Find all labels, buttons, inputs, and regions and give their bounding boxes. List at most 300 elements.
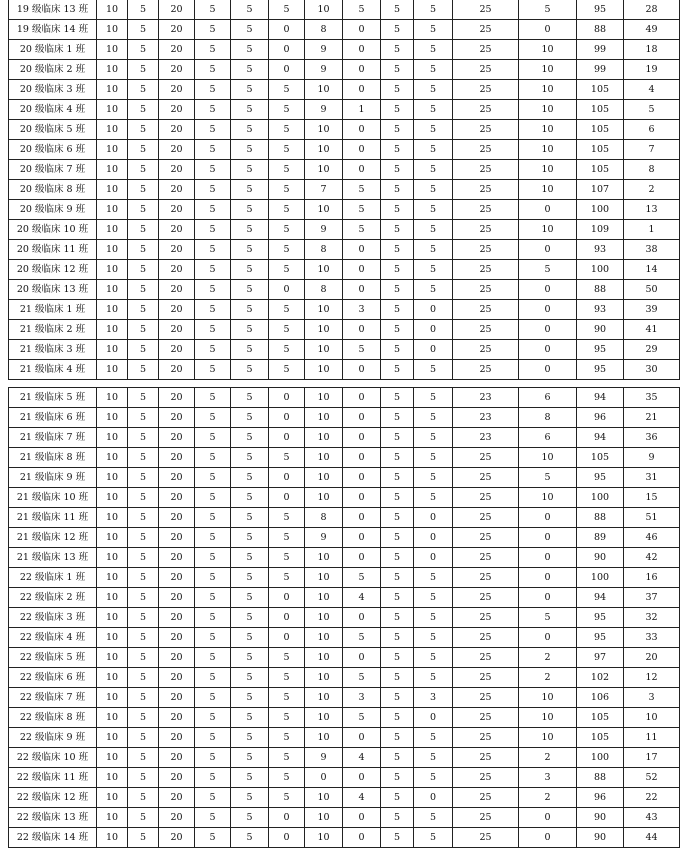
class-name-cell: 20 级临床 13 班 [9,280,97,300]
score-cell: 10 [305,828,343,848]
class-name-cell: 19 级临床 14 班 [9,20,97,40]
table-row [9,588,680,608]
score-cell: 5 [519,260,577,280]
score-cell: 3 [343,688,381,708]
score-cell: 9 [305,528,343,548]
score-cell: 25 [453,0,519,20]
score-cell: 25 [453,568,519,588]
score-cell: 20 [159,428,195,448]
rank-cell: 3 [624,688,680,708]
score-cell: 5 [269,448,305,468]
class-name-cell: 20 级临床 9 班 [9,200,97,220]
score-cell: 5 [128,648,159,668]
score-cell: 5 [195,300,231,320]
score-cell: 5 [128,568,159,588]
score-cell: 0 [343,528,381,548]
score-cell: 5 [414,60,453,80]
table-row [9,568,680,588]
score-cell: 5 [381,788,414,808]
score-cell: 5 [128,788,159,808]
score-cell: 23 [453,388,519,408]
score-cell: 10 [97,300,128,320]
score-cell: 5 [128,320,159,340]
score-cell: 20 [159,388,195,408]
score-cell: 10 [305,260,343,280]
score-cell: 20 [159,608,195,628]
score-cell: 5 [195,180,231,200]
score-cell: 5 [381,748,414,768]
score-cell: 5 [414,160,453,180]
table-row [9,728,680,748]
score-cell: 5 [343,340,381,360]
score-cell: 10 [97,180,128,200]
score-cell: 10 [305,668,343,688]
score-cell: 5 [381,200,414,220]
score-cell: 5 [381,608,414,628]
score-cell: 5 [381,648,414,668]
score-cell: 10 [305,320,343,340]
score-cell: 25 [453,180,519,200]
total-score-cell: 105 [577,728,624,748]
score-cell: 10 [305,708,343,728]
rank-cell: 37 [624,588,680,608]
table-row [9,388,680,408]
class-name-cell: 22 级临床 3 班 [9,608,97,628]
score-cell: 8 [519,408,577,428]
rank-cell: 12 [624,668,680,688]
score-cell: 5 [195,280,231,300]
score-cell: 5 [195,100,231,120]
score-cell: 20 [159,808,195,828]
score-cell: 25 [453,468,519,488]
total-score-cell: 100 [577,488,624,508]
score-cell: 20 [159,180,195,200]
score-cell: 5 [231,768,269,788]
score-cell: 10 [97,648,128,668]
score-cell: 5 [381,280,414,300]
score-cell: 0 [519,828,577,848]
score-cell: 5 [381,628,414,648]
total-score-cell: 93 [577,300,624,320]
score-cell: 25 [453,40,519,60]
score-cell: 5 [381,388,414,408]
total-score-cell: 94 [577,428,624,448]
score-cell: 10 [519,688,577,708]
score-cell: 20 [159,628,195,648]
score-cell: 0 [414,788,453,808]
score-cell: 10 [97,20,128,40]
score-cell: 0 [269,588,305,608]
score-cell: 10 [305,360,343,380]
score-cell: 0 [519,568,577,588]
score-cell: 5 [381,688,414,708]
score-cell: 5 [231,160,269,180]
class-name-cell: 22 级临床 13 班 [9,808,97,828]
score-cell: 10 [97,828,128,848]
score-cell: 5 [519,468,577,488]
score-cell: 5 [195,320,231,340]
score-cell: 5 [414,140,453,160]
score-cell: 5 [195,808,231,828]
score-cell: 25 [453,100,519,120]
score-cell: 5 [381,360,414,380]
score-cell: 5 [128,280,159,300]
table-row [9,508,680,528]
score-cell: 10 [97,548,128,568]
score-cell: 5 [231,568,269,588]
score-cell: 0 [519,808,577,828]
score-cell: 0 [519,340,577,360]
score-cell: 5 [269,160,305,180]
score-cell: 5 [231,260,269,280]
score-cell: 5 [269,528,305,548]
class-name-cell: 21 级临床 11 班 [9,508,97,528]
score-cell: 5 [231,180,269,200]
total-score-cell: 96 [577,408,624,428]
table-row [9,140,680,160]
score-cell: 10 [97,728,128,748]
score-cell: 5 [128,728,159,748]
score-cell: 10 [97,608,128,628]
score-cell: 5 [231,340,269,360]
score-cell: 5 [128,448,159,468]
rank-cell: 29 [624,340,680,360]
score-cell: 10 [97,588,128,608]
score-cell: 10 [305,300,343,320]
score-cell: 5 [381,708,414,728]
rank-cell: 30 [624,360,680,380]
score-cell: 5 [414,360,453,380]
score-cell: 5 [381,588,414,608]
score-cell: 0 [343,40,381,60]
score-cell: 5 [128,388,159,408]
score-cell: 10 [305,448,343,468]
table-row [9,360,680,380]
score-cell: 5 [231,40,269,60]
score-cell: 10 [519,728,577,748]
score-cell: 5 [381,768,414,788]
class-name-cell: 22 级临床 6 班 [9,668,97,688]
score-cell: 0 [519,200,577,220]
score-cell: 0 [519,360,577,380]
rank-cell: 22 [624,788,680,808]
score-cell: 5 [269,768,305,788]
score-cell: 5 [269,648,305,668]
score-cell: 0 [343,828,381,848]
rank-cell: 15 [624,488,680,508]
class-name-cell: 21 级临床 10 班 [9,488,97,508]
class-name-cell: 20 级临床 7 班 [9,160,97,180]
score-cell: 5 [195,200,231,220]
rank-cell: 19 [624,60,680,80]
score-cell: 7 [305,180,343,200]
score-cell: 25 [453,320,519,340]
score-cell: 5 [414,260,453,280]
score-cell: 10 [519,180,577,200]
rank-cell: 17 [624,748,680,768]
score-cell: 20 [159,280,195,300]
table-row [9,668,680,688]
table-row [9,428,680,448]
score-cell: 5 [231,428,269,448]
score-cell: 5 [195,768,231,788]
class-name-cell: 22 级临床 9 班 [9,728,97,748]
score-cell: 20 [159,648,195,668]
score-cell: 5 [414,448,453,468]
score-cell: 0 [343,728,381,748]
score-cell: 6 [519,428,577,448]
score-cell: 5 [128,548,159,568]
score-cell: 5 [231,100,269,120]
class-name-cell: 22 级临床 7 班 [9,688,97,708]
score-cell: 5 [343,628,381,648]
rank-cell: 36 [624,428,680,448]
score-cell: 5 [128,408,159,428]
score-cell: 20 [159,468,195,488]
score-cell: 5 [128,120,159,140]
table-row [9,180,680,200]
class-name-cell: 20 级临床 5 班 [9,120,97,140]
table-row [9,220,680,240]
score-cell: 0 [269,408,305,428]
table-row [9,320,680,340]
total-score-cell: 105 [577,80,624,100]
score-cell: 25 [453,340,519,360]
rank-cell: 21 [624,408,680,428]
score-cell: 10 [305,120,343,140]
score-cell: 10 [97,0,128,20]
rank-cell: 49 [624,20,680,40]
score-cell: 10 [97,260,128,280]
score-cell: 0 [269,40,305,60]
score-cell: 5 [414,628,453,648]
class-name-cell: 20 级临床 3 班 [9,80,97,100]
score-cell: 5 [195,360,231,380]
score-cell: 5 [381,80,414,100]
class-name-cell: 21 级临床 1 班 [9,300,97,320]
rank-cell: 14 [624,260,680,280]
score-cell: 5 [231,508,269,528]
score-cell: 0 [414,708,453,728]
table-row [9,648,680,668]
score-cell: 5 [269,568,305,588]
score-cell: 10 [97,508,128,528]
total-score-cell: 90 [577,808,624,828]
score-cell: 0 [414,340,453,360]
score-cell: 5 [343,200,381,220]
score-cell: 5 [269,340,305,360]
score-cell: 4 [343,588,381,608]
class-name-cell: 21 级临床 2 班 [9,320,97,340]
score-cell: 10 [305,408,343,428]
score-cell: 5 [195,260,231,280]
score-cell: 5 [269,240,305,260]
score-cell: 4 [343,788,381,808]
score-cell: 25 [453,528,519,548]
score-cell: 25 [453,748,519,768]
score-cell: 10 [305,140,343,160]
score-cell: 25 [453,220,519,240]
table-row [9,808,680,828]
rank-cell: 51 [624,508,680,528]
table-row [9,280,680,300]
score-cell: 10 [97,808,128,828]
score-cell: 5 [414,180,453,200]
score-cell: 5 [381,448,414,468]
total-score-cell: 90 [577,828,624,848]
score-cell: 5 [195,688,231,708]
score-cell: 10 [97,100,128,120]
table-row [9,688,680,708]
total-score-cell: 88 [577,508,624,528]
score-cell: 5 [231,708,269,728]
score-cell: 0 [343,608,381,628]
score-cell: 10 [97,448,128,468]
score-cell: 25 [453,708,519,728]
score-cell: 25 [453,80,519,100]
score-cell: 5 [381,728,414,748]
score-cell: 5 [414,120,453,140]
score-cell: 20 [159,788,195,808]
score-cell: 0 [269,280,305,300]
class-name-cell: 22 级临床 8 班 [9,708,97,728]
score-cell: 5 [231,648,269,668]
score-cell: 10 [305,688,343,708]
total-score-cell: 105 [577,120,624,140]
score-cell: 10 [305,80,343,100]
total-score-cell: 88 [577,280,624,300]
class-name-cell: 21 级临床 9 班 [9,468,97,488]
score-cell: 5 [381,320,414,340]
score-cell: 10 [97,428,128,448]
rank-cell: 10 [624,708,680,728]
rank-cell: 32 [624,608,680,628]
score-cell: 5 [195,568,231,588]
score-cell: 5 [231,360,269,380]
score-cell: 20 [159,708,195,728]
score-cell: 5 [231,828,269,848]
score-cell: 10 [519,708,577,728]
score-cell: 10 [305,788,343,808]
score-cell: 5 [128,588,159,608]
score-cell: 8 [305,508,343,528]
score-cell: 5 [381,120,414,140]
class-name-cell: 21 级临床 6 班 [9,408,97,428]
score-cell: 5 [381,528,414,548]
score-cell: 5 [128,808,159,828]
table-row [9,768,680,788]
score-cell: 0 [343,428,381,448]
score-cell: 5 [343,668,381,688]
score-cell: 5 [381,548,414,568]
score-cell: 10 [97,160,128,180]
score-cell: 5 [269,688,305,708]
total-score-cell: 88 [577,768,624,788]
score-cell: 0 [519,588,577,608]
class-name-cell: 20 级临床 6 班 [9,140,97,160]
score-cell: 5 [128,428,159,448]
total-score-cell: 96 [577,788,624,808]
total-score-cell: 94 [577,588,624,608]
score-cell: 20 [159,728,195,748]
score-cell: 10 [305,468,343,488]
score-cell: 5 [128,220,159,240]
score-cell: 25 [453,260,519,280]
score-cell: 5 [381,668,414,688]
score-cell: 20 [159,508,195,528]
score-cell: 25 [453,488,519,508]
score-cell: 5 [414,40,453,60]
score-cell: 10 [519,60,577,80]
score-cell: 5 [195,408,231,428]
score-cell: 5 [381,140,414,160]
rank-cell: 38 [624,240,680,260]
score-cell: 23 [453,428,519,448]
score-cell: 5 [381,508,414,528]
class-name-cell: 22 级临床 10 班 [9,748,97,768]
score-cell: 5 [343,220,381,240]
score-cell: 10 [97,200,128,220]
total-score-cell: 95 [577,468,624,488]
table-row [9,120,680,140]
score-cell: 5 [414,608,453,628]
score-cell: 5 [381,428,414,448]
score-cell: 20 [159,748,195,768]
total-score-cell: 105 [577,708,624,728]
score-cell: 5 [381,408,414,428]
score-cell: 5 [128,260,159,280]
score-cell: 5 [195,588,231,608]
score-cell: 5 [128,628,159,648]
score-cell: 5 [231,60,269,80]
score-cell: 10 [519,448,577,468]
score-cell: 5 [381,808,414,828]
score-cell: 5 [414,768,453,788]
score-cell: 6 [519,388,577,408]
score-cell: 5 [195,488,231,508]
score-cell: 5 [231,748,269,768]
score-cell: 5 [195,448,231,468]
score-cell: 5 [414,668,453,688]
score-cell: 25 [453,728,519,748]
score-cell: 5 [231,448,269,468]
score-cell: 20 [159,220,195,240]
score-cell: 5 [195,40,231,60]
score-cell: 5 [195,240,231,260]
table-row [9,0,680,20]
table-row [9,468,680,488]
score-cell: 0 [519,508,577,528]
class-name-cell: 22 级临床 5 班 [9,648,97,668]
score-cell: 0 [343,468,381,488]
score-cell: 20 [159,80,195,100]
score-cell: 2 [519,788,577,808]
score-cell: 5 [128,200,159,220]
score-cell: 5 [128,140,159,160]
score-cell: 10 [97,528,128,548]
score-cell: 0 [269,60,305,80]
score-cell: 5 [381,220,414,240]
score-table-section-1 [8,0,680,380]
score-cell: 0 [343,260,381,280]
score-cell: 5 [195,728,231,748]
score-cell: 5 [128,508,159,528]
score-cell: 10 [305,728,343,748]
table-row [9,548,680,568]
table-row [9,80,680,100]
class-name-cell: 21 级临床 5 班 [9,388,97,408]
score-cell: 0 [519,240,577,260]
